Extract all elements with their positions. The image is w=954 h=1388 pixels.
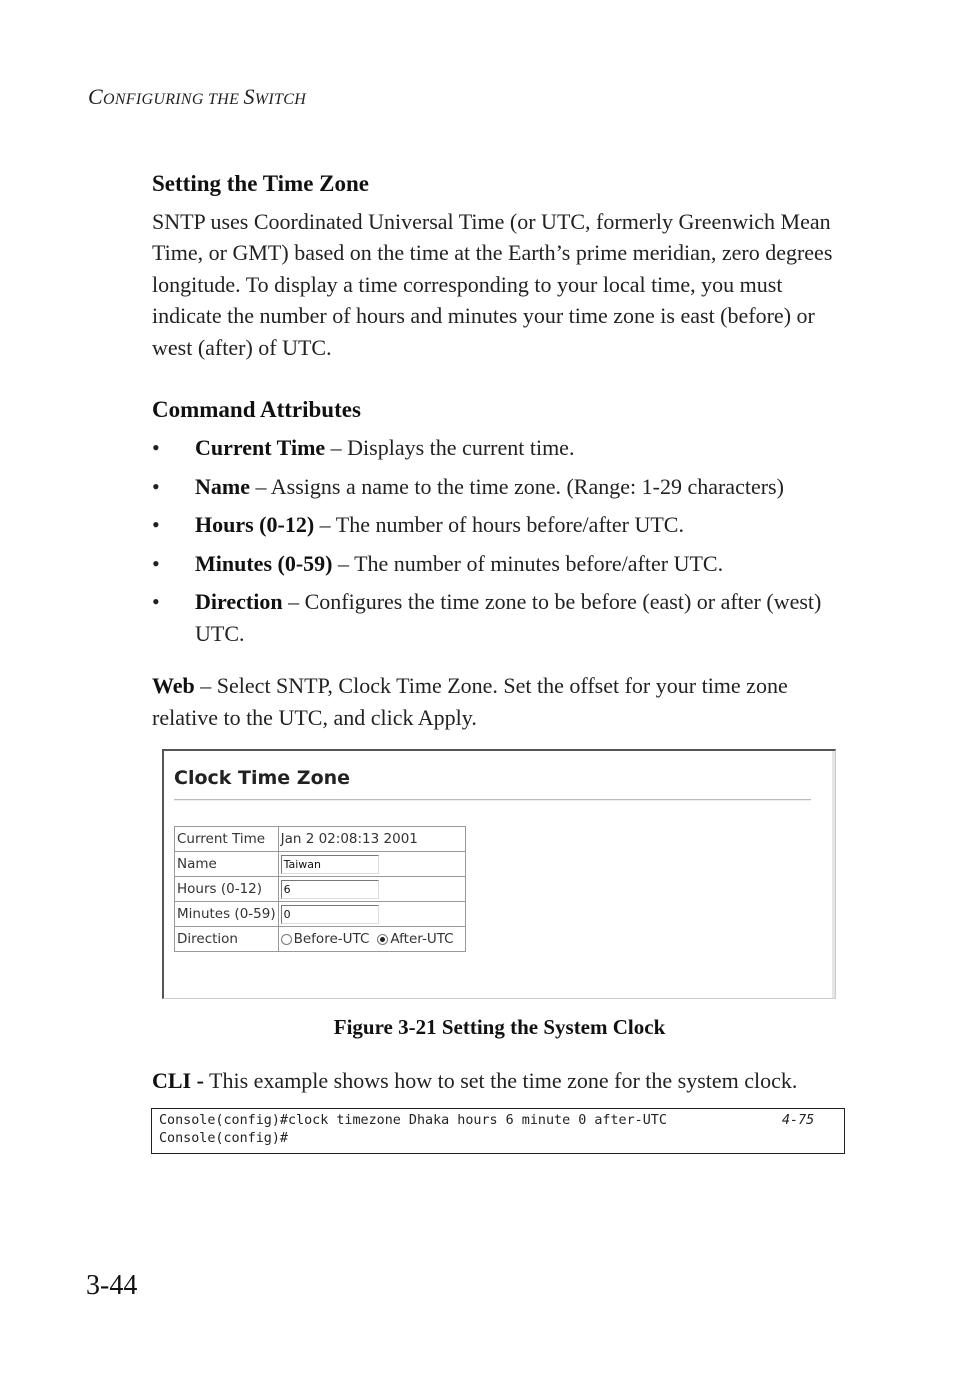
direction-label: Direction [175, 927, 279, 952]
running-header-initial-s: S [243, 84, 255, 109]
direction-cell [278, 927, 465, 952]
attribute-desc: – The number of hours before/after UTC. [314, 512, 684, 537]
attribute-desc: – Configures the time zone to be before (east) or after (west) UTC. [195, 589, 822, 646]
current-time-value: Jan 2 02:08:13 2001 [278, 827, 465, 852]
before-utc-label: Before-UTC [293, 931, 370, 947]
attribute-item [152, 548, 852, 580]
after-utc-radio[interactable] [377, 934, 388, 945]
section-body: SNTP uses Coordinated Universal Time (or UTC, formerly Greenwich Mean Time, or GMT) based on the time at the Earth’s prime meridian, zero degrees longitude. To display a time corresponding to your local time, you must indicate the number of hours and minutes your time zone is east (before) or west (after) of UTC. [152, 208, 833, 360]
table-row [175, 827, 466, 852]
web-instructions [152, 670, 852, 733]
attribute-term: Direction [195, 589, 283, 614]
attribute-term: Current Time [195, 435, 326, 460]
table-row [175, 852, 466, 877]
code-line: Console(config)# [159, 1131, 288, 1146]
cli-label: CLI - [152, 1068, 204, 1093]
time-zone-table [174, 826, 466, 952]
bullet-icon: • [152, 512, 160, 537]
attribute-list [152, 432, 852, 649]
command-attributes-heading-block [152, 394, 852, 426]
bullet-icon: • [152, 589, 160, 614]
cli-code-block [151, 1108, 845, 1154]
bullet-icon: • [152, 435, 160, 460]
table-row [175, 877, 466, 902]
attribute-term: Minutes (0-59) [195, 550, 333, 576]
figure-caption: Figure 3-21 Setting the System Clock [333, 1015, 666, 1039]
bullet-icon: • [152, 550, 160, 576]
attribute-desc: – Displays the current time. [325, 435, 575, 460]
name-label: Name [175, 852, 279, 877]
bullet-icon: • [152, 473, 160, 499]
minutes-label: Minutes (0-59) [175, 902, 279, 927]
after-utc-label: After-UTC [390, 931, 454, 947]
web-label: Web [152, 673, 195, 698]
running-header [88, 84, 306, 110]
attribute-item [152, 432, 852, 464]
code-line [159, 1112, 844, 1130]
name-cell [278, 852, 465, 877]
cli-paragraph [152, 1065, 852, 1097]
code-reference: 4-75 [782, 1113, 815, 1128]
before-utc-radio[interactable] [281, 934, 292, 945]
running-header-initial-c: C [88, 84, 103, 109]
web-text: – Select SNTP, Clock Time Zone. Set the offset for your time zone relative to the UTC, and click Apply. [152, 673, 788, 730]
attribute-item [152, 471, 852, 503]
attribute-term: Hours (0-12) [195, 512, 315, 537]
attribute-item [152, 586, 852, 649]
hours-cell [278, 877, 465, 902]
page-number: 3-44 [86, 1270, 138, 1301]
hours-label: Hours (0-12) [175, 877, 279, 902]
cli-text: This example shows how to set the time zone for the system clock. [203, 1068, 798, 1093]
panel-divider [174, 799, 811, 801]
attribute-item [152, 509, 852, 541]
attribute-desc: – The number of minutes before/after UTC. [332, 550, 724, 576]
current-time-label: Current Time [175, 827, 279, 852]
attribute-desc: – Assigns a name to the time zone. (Range: 1-29 characters) [249, 473, 784, 499]
panel-title: Clock Time Zone [174, 767, 351, 789]
code-line-text: Console(config)#clock timezone Dhaka hours 6 minute 0 after-UTC [159, 1113, 667, 1128]
minutes-input[interactable]: 0 [281, 905, 379, 924]
command-attributes-title: Command Attributes [152, 397, 361, 422]
section-title: Setting the Time Zone [152, 171, 370, 196]
name-input[interactable]: Taiwan [281, 855, 379, 874]
running-header-text-2: WITCH [254, 91, 307, 108]
attribute-term: Name [195, 473, 250, 499]
table-row [175, 902, 466, 927]
web-paragraph [152, 670, 852, 733]
table-row [175, 927, 466, 952]
hours-input[interactable]: 6 [281, 880, 379, 899]
frame-shadow [832, 751, 835, 998]
running-header-text-1: ONFIGURING THE [102, 91, 244, 108]
clock-time-zone-screenshot [162, 749, 836, 999]
section-time-zone [152, 168, 852, 363]
minutes-cell [278, 902, 465, 927]
cli-instructions [152, 1065, 852, 1097]
